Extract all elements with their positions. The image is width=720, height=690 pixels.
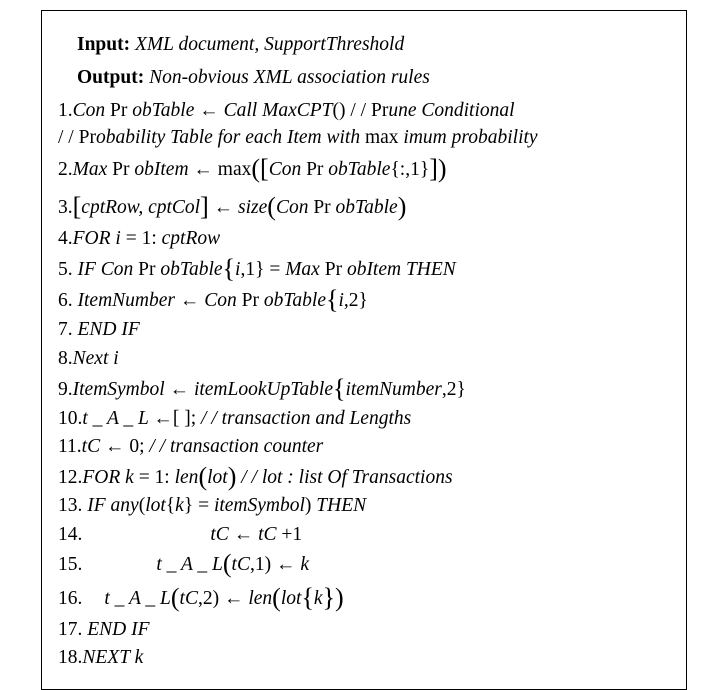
step-1b: / / Probability Table for each Item with max imum probability [58,127,538,148]
step-4: 4.FOR i = 1: cptRow [58,228,221,249]
step-15: 15. t _ A _ L(tC,1) ← k [58,549,309,578]
step-13: 13. IF any(lot{k} = itemSymbol) THEN [58,495,367,516]
step-14: 14. tC ← tC +1 [58,524,303,545]
step-7: 7. END IF [58,319,140,340]
step-12: 12.FOR k = 1: len(lot) / / lot : list Of Transactions [58,462,453,491]
step-5: 5. IF Con Pr obTable{i,1} = Max Pr obItem THEN [58,254,456,283]
output-line: Output: Non-obvious XML association rules [77,67,430,88]
step-6: 6. ItemNumber ← Con Pr obTable{i,2} [58,285,368,314]
step-2: 2.Max Pr obItem ← max([Con Pr obTable{:,1}]) [58,154,447,183]
step-17: 17. END IF [58,619,150,640]
input-line: Input: XML document, SupportThreshold [77,34,405,55]
step-18: 18.NEXT k [58,647,144,668]
step-10: 10.t _ A _ L ←[ ]; / / transaction and Lengths [58,408,412,429]
step-1a: 1.Con Pr obTable ← Call MaxCPT() / / Prune Conditional [58,100,515,121]
step-11: 11.tC ← 0; / / transaction counter [58,436,324,457]
step-9: 9.ItemSymbol ← itemLookUpTable{itemNumber,2} [58,374,466,403]
step-3: 3.[cptRow, cptCol] ← size(Con Pr obTable) [58,192,407,221]
step-16: 16. t _ A _ L(tC,2) ← len(lot{k}) [58,583,344,612]
step-8: 8.Next i [58,348,119,369]
